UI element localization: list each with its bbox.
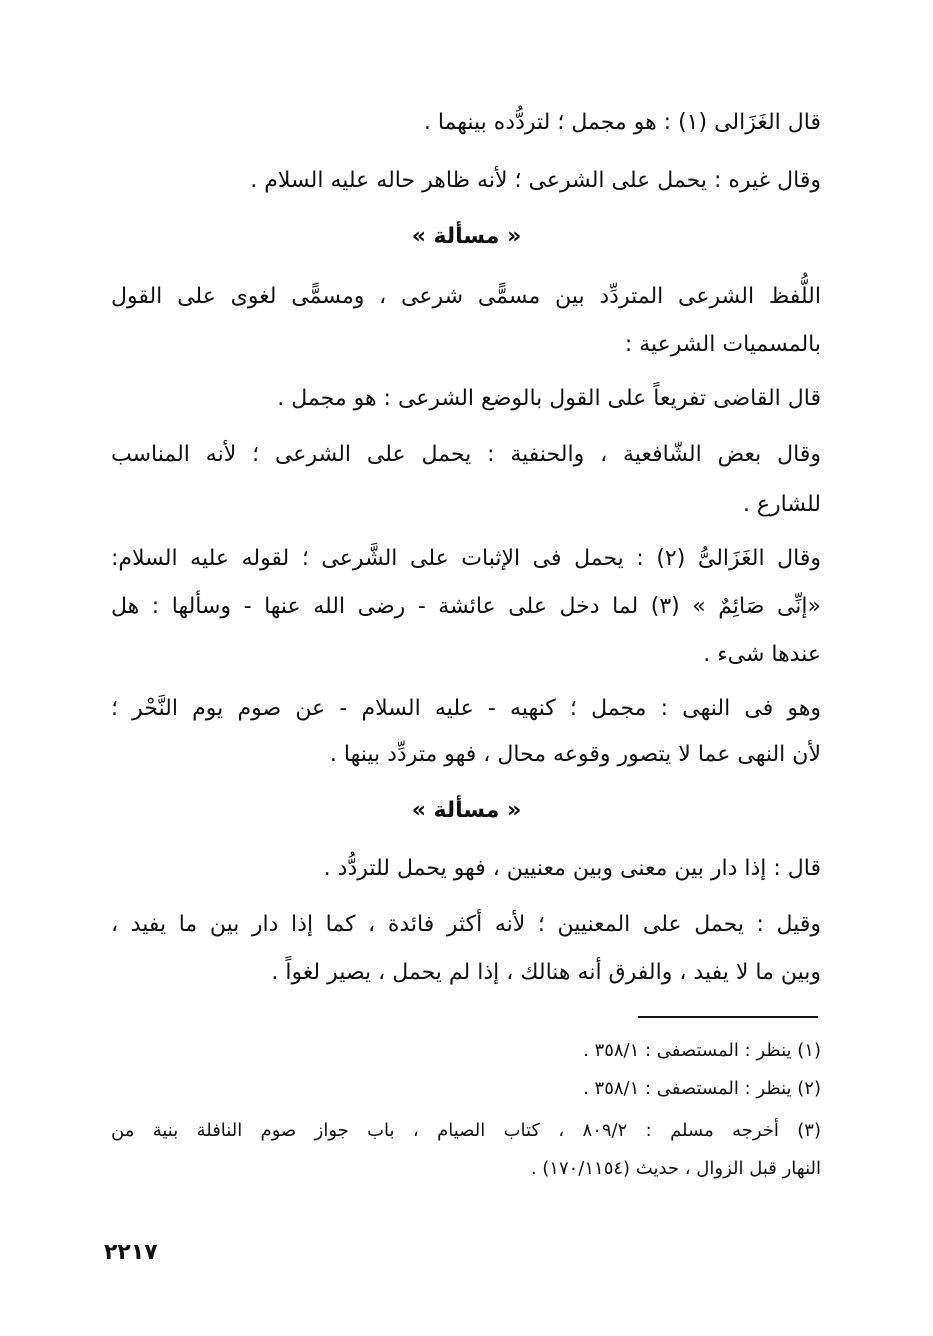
text-line: عندها شىء . <box>703 642 821 667</box>
footnote: (٣) أخرجه مسلم : ٨٠٩/٢ ، كتاب الصيام ، باب جواز صوم النافلة بنية من <box>111 1120 821 1141</box>
text-line: قال الغَزَالى (١) : هو مجمل ؛ لتردُّده بينهما . <box>423 110 821 135</box>
text-line: وقال غيره : يحمل على الشرعى ؛ لأنه ظاهر حاله عليه السلام . <box>250 168 821 193</box>
text-line: وهو فى النهى : مجمل ؛ كنهيه - عليه السلام - عن صوم يوم النَّحْر ؛ <box>111 696 821 721</box>
text-line: وقال الغَزَالىُّ (٢) : يحمل فى الإثبات على الشَّرعى ؛ لقوله عليه السلام: <box>111 546 821 571</box>
text-line: قال : إذا دار بين معنى وبين معنيين ، فهو يحمل للتردُّد . <box>323 856 821 881</box>
section-heading: « مسألة » <box>411 798 522 823</box>
text-line: وبين ما لا يفيد ، والفرق أنه هنالك ، إذا لم يحمل ، يصير لغواً . <box>271 960 821 985</box>
text-line: وقال بعض الشّافعية ، والحنفية : يحمل على الشرعى ؛ لأنه المناسب <box>111 442 821 467</box>
text-line: قال القاضى تفريعاً على القول بالوضع الشرعى : هو مجمل . <box>277 386 821 411</box>
text-line: وقيل : يحمل على المعنيين ؛ لأنه أكثر فائدة ، كما إذا دار بين ما يفيد ، <box>111 912 821 937</box>
footnote: (٢) ينظر : المستصفى : ٣٥٨/١ . <box>583 1078 821 1099</box>
footnote: النهار قبل الزوال ، حديث (١٧٠/١١٥٤) . <box>530 1158 821 1179</box>
text-line: اللُّفظ الشرعى المتردِّد بين مسمًّى شرعى ، ومسمًّى لغوى على القول <box>111 284 821 309</box>
text-line: لأن النهى عما لا يتصور وقوعه محال ، فهو متردِّد بينها . <box>329 742 821 767</box>
section-heading: « مسألة » <box>411 224 522 249</box>
page-number: ٢٢١٧ <box>104 1240 158 1265</box>
footnote: (١) ينظر : المستصفى : ٣٥٨/١ . <box>583 1040 821 1061</box>
text-line: «إنِّى صَائِمٌ » (٣) لما دخل على عائشة - رضى الله عنها - وسألها : هل <box>111 594 822 619</box>
text-line: للشارع . <box>742 492 821 517</box>
footnote-separator <box>638 1016 818 1018</box>
text-line: بالمسميات الشرعية : <box>624 332 821 357</box>
